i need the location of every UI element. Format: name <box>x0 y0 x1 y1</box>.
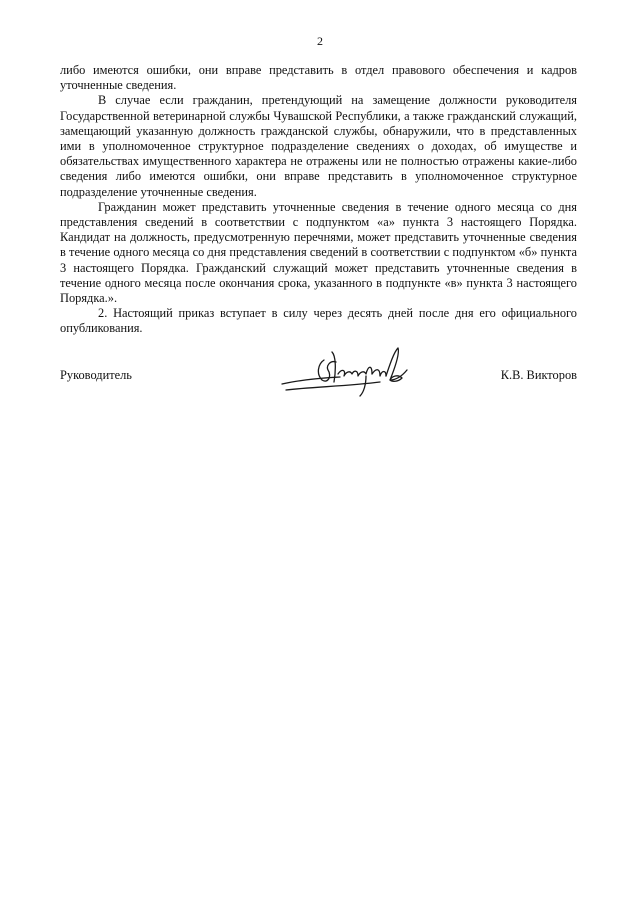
page-number: 2 <box>317 34 323 48</box>
signature-block <box>60 358 577 408</box>
signatory-name: К.В. Викторов <box>500 368 577 382</box>
paragraph-submission-deadlines: Гражданин может представить уточненные сведения в течение одного месяца со дня представления сведений в соответствии с подпунктом «а» пункта 3 настоящего Порядка. Кандидат на должность, предусмотренную перечнями, может представить уточненные сведения в течение одного месяца со дня представления сведений в соответствии с подпунктом «б» пункта 3 настоящего Порядка. Гражданский служащий может представить уточненные сведения в течение одного месяца после окончания срока, указанного в подпункте «в» пункта 3 настоящего Порядка.». <box>60 199 577 306</box>
document-body <box>60 63 577 337</box>
signatory-title: Руководитель <box>60 368 132 382</box>
paragraph-effective-date: 2. Настоящий приказ вступает в силу через десять дней после дня его официального опубликования. <box>60 306 577 336</box>
paragraph-clarified-info-case: В случае если гражданин, претендующий на замещение должности руководителя Государственной ветеринарной службы Чувашской Республики, а также гражданский служащий, замещающий указанную должность гражданской службы, обнаружили, что в представленных ими в уполномоченное структурное подразделение сведениях о доходах, об имуществе и обязательствах имущественного характера не отражены или не полностью отражены какие-либо сведения либо имеются ошибки, они вправе представить в уполномоченное структурное подразделение уточненные сведения. <box>60 93 577 199</box>
handwritten-signature <box>280 340 410 402</box>
paragraph-continuation: либо имеются ошибки, они вправе представить в отдел правового обеспечения и кадров уточненные сведения. <box>60 63 577 93</box>
